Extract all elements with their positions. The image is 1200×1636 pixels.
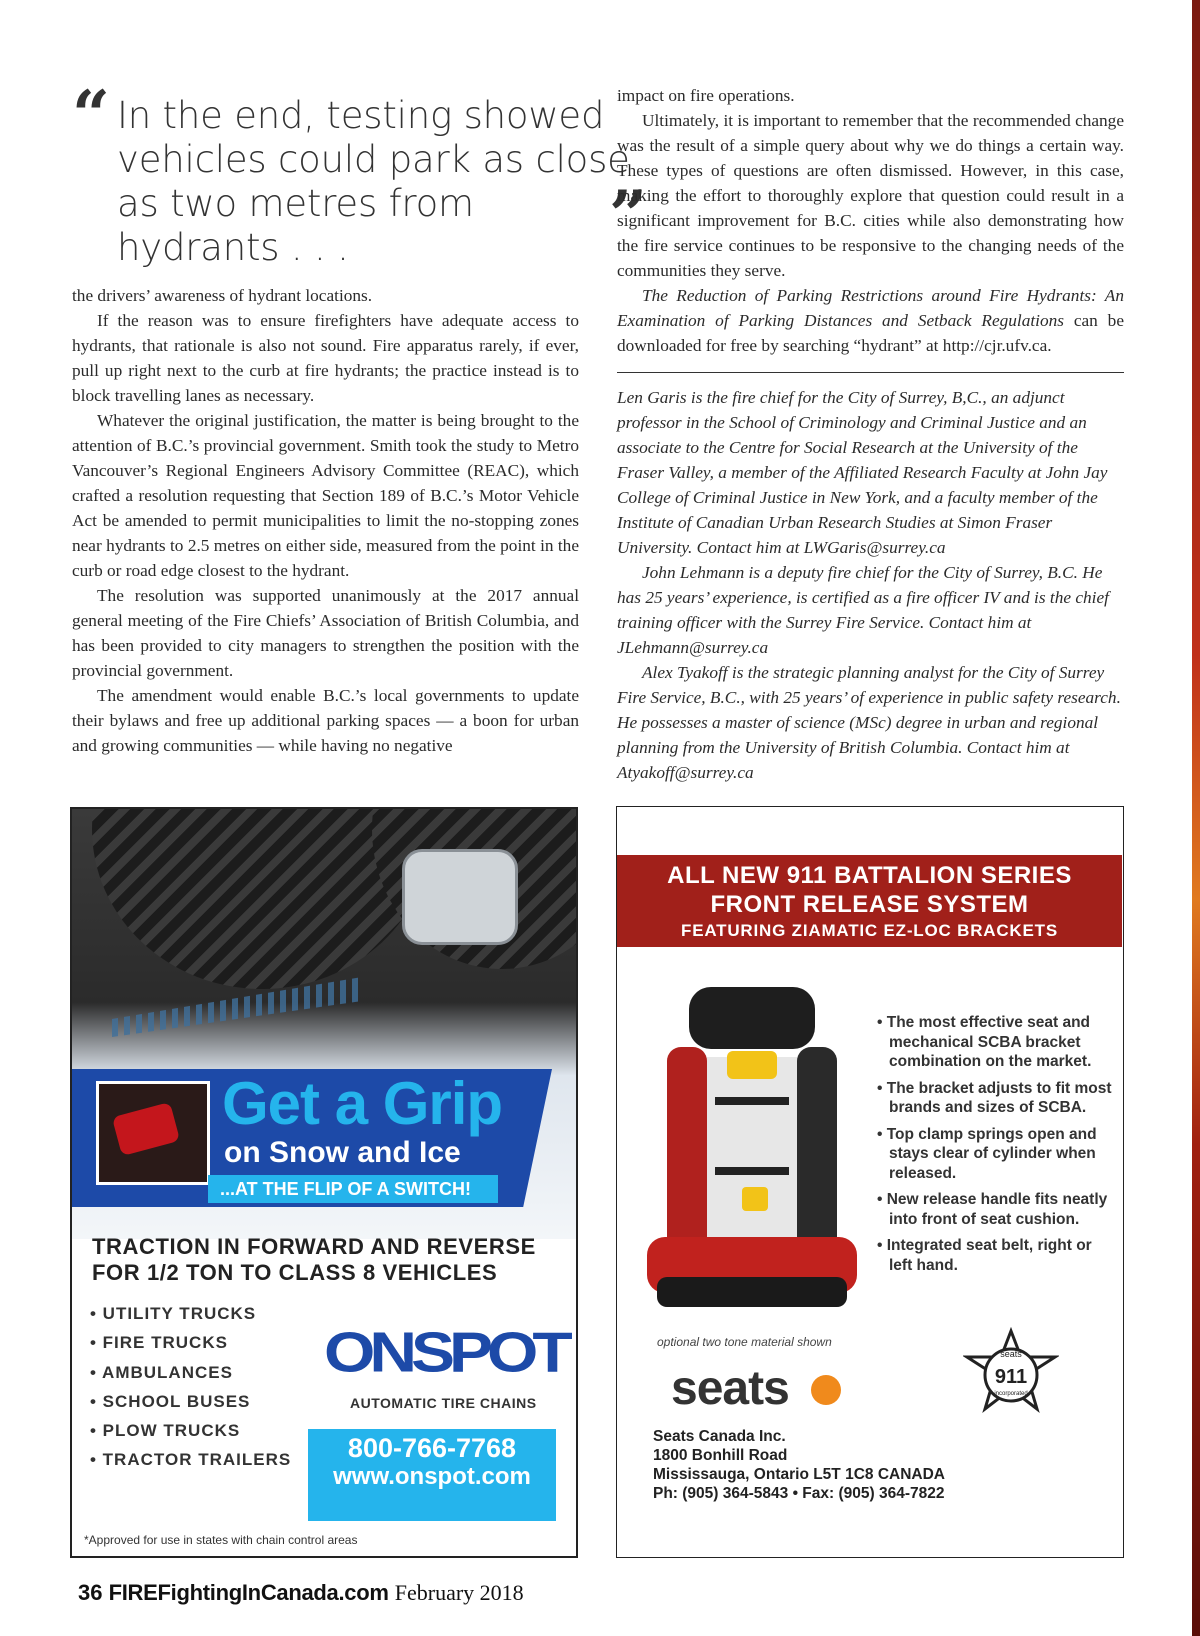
article-column-right bbox=[617, 83, 1124, 358]
seats-logo-arrow-icon bbox=[811, 1375, 841, 1405]
traction-line: TRACTION IN FORWARD AND REVERSE bbox=[92, 1234, 536, 1259]
list-item: • Top clamp springs open and stays clear of cylinder when released. bbox=[877, 1125, 1097, 1182]
onspot-phone[interactable]: 800-766-7768 bbox=[347, 1433, 517, 1463]
close-quote-mark: ” bbox=[609, 176, 647, 254]
pull-quote bbox=[72, 76, 647, 269]
article-paragraph: the drivers’ awareness of hydrant locations. bbox=[72, 286, 373, 305]
scba-seat-image bbox=[647, 977, 857, 1317]
seats-headline: FRONT RELEASE SYSTEM bbox=[710, 891, 1029, 918]
onspot-tagline: AUTOMATIC TIRE CHAINS bbox=[350, 1395, 537, 1411]
seats-address bbox=[653, 1427, 945, 1503]
article-paragraph: The resolution was supported unanimously at the 2017 annual general meeting of the Fire Chiefs’ Association of British Columbia, and has been provided to city managers to strengthen the position with the provincial government. bbox=[72, 586, 579, 680]
badge-number-text: 911 bbox=[994, 1366, 1028, 1388]
list-item: • The bracket adjusts to fit most brands and sizes of SCBA. bbox=[877, 1079, 1112, 1116]
report-download-note: can be downloaded for free by searching “hydrant” at http://cjr.ufv.ca. bbox=[617, 311, 1124, 355]
list-item: • FIRE TRUCKS bbox=[90, 1333, 228, 1353]
badge-top-text: seats bbox=[1000, 1349, 1022, 1359]
address-line: Ph: (905) 364-5843 • Fax: (905) 364-7822 bbox=[653, 1485, 945, 1502]
article-paragraph: The amendment would enable B.C.’s local governments to update their bylaws and free up additional parking spaces — a boon for urban and growing communities — while having no negative bbox=[72, 686, 579, 755]
onspot-headline: Get a Grip bbox=[222, 1070, 503, 1137]
address-line: Seats Canada Inc. bbox=[653, 1428, 786, 1445]
report-reference bbox=[617, 283, 1124, 358]
list-item: • Integrated seat belt, right or left hand. bbox=[877, 1237, 1092, 1274]
onspot-flip-tag: ...AT THE FLIP OF A SWITCH! bbox=[208, 1175, 498, 1203]
article-column-left bbox=[72, 283, 579, 758]
onspot-disclaimer: *Approved for use in states with chain control areas bbox=[84, 1533, 358, 1547]
author-bio: Alex Tyakoff is the strategic planning analyst for the City of Surrey Fire Service, B.C., with 25 years’ of experience in public safety research. He possesses a master of science (MSc) degree in urban and regional planning from the University of British Columbia. Contact him at Atyakoff@surrey.ca bbox=[617, 663, 1121, 782]
address-line: Mississauga, Ontario L5T 1C8 CANADA bbox=[653, 1466, 945, 1483]
onspot-subhead: on Snow and Ice bbox=[224, 1136, 461, 1169]
page-edge-strip bbox=[1192, 0, 1200, 1636]
pull-quote-text: In the end, testing showed vehicles could park as close as two metres from hydrants . . . bbox=[117, 94, 630, 269]
seats-headline: ALL NEW 911 BATTALION SERIES bbox=[667, 862, 1072, 889]
badge-bottom-text: incorporated bbox=[994, 1391, 1028, 1397]
onspot-url-link[interactable]: www.onspot.com bbox=[333, 1463, 531, 1490]
page-footer bbox=[78, 1580, 524, 1606]
chain-hub-graphic bbox=[402, 849, 518, 945]
traction-line: FOR 1/2 TON TO CLASS 8 VEHICLES bbox=[92, 1260, 498, 1285]
article-paragraph: Ultimately, it is important to remember that the recommended change was the result of a simple query about why we do things a certain way. These types of questions are often dismissed. However, in this case, making the effort to thoroughly explore that question could result in a significant improvement for B.C. cities while also demonstrating how the fire service continues to be responsive to the changing needs of the communities they serve. bbox=[617, 111, 1124, 280]
seats-logo: seats bbox=[671, 1362, 789, 1415]
list-item: • AMBULANCES bbox=[90, 1362, 233, 1382]
list-item: • PLOW TRUCKS bbox=[90, 1421, 241, 1441]
report-title: The Reduction of Parking Restrictions around Fire Hydrants: An Examination of Parking Distances and Setback Regulations bbox=[617, 286, 1124, 330]
issue-date: February 2018 bbox=[394, 1580, 524, 1605]
article-paragraph: Whatever the original justification, the matter is being brought to the attention of B.C.’s provincial government. Smith took the study to Metro Vancouver’s Regional Engineers Advisory Committee (REAC), which crafted a resolution requesting that Section 189 of B.C.’s Motor Vehicle Act be amended to permit municipalities to limit the no-stopping zones near hydrants to 2.5 metres on either side, measured from the point in the curb or road edge closest to the hydrant. bbox=[72, 411, 579, 580]
seats-911-badge-icon bbox=[963, 1327, 1059, 1423]
open-quote-mark: “ bbox=[72, 76, 110, 154]
material-note: optional two tone material shown bbox=[657, 1335, 832, 1349]
seats-subhead: FEATURING ZIAMATIC EZ-LOC BRACKETS bbox=[681, 921, 1058, 940]
author-bios bbox=[617, 385, 1124, 785]
onspot-logo: ONSPOT bbox=[324, 1320, 567, 1384]
list-item: • New release handle fits neatly into front of seat cushion. bbox=[877, 1191, 1108, 1228]
author-bio: John Lehmann is a deputy fire chief for the City of Surrey, B.C. He has 25 years’ experience, is certified as a fire officer IV and is the chief training officer with the Surrey Fire Service. Contact him at JLehmann@surrey.ca bbox=[617, 563, 1109, 657]
list-item: • TRACTOR TRAILERS bbox=[90, 1450, 292, 1470]
list-item: • SCHOOL BUSES bbox=[90, 1391, 251, 1411]
author-bio: Len Garis is the fire chief for the City of Surrey, B,C., an adjunct professor in the School of Criminology and Criminal Justice and an associate to the Centre for Social Research at the University of the Fraser Valley, a member of the Affiliated Research Faculty at John Jay College of Criminal Justice in New York, and a faculty member of the Institute of Canadian Urban Research Studies at Simon Fraser University. Contact him at LWGaris@surrey.ca bbox=[617, 388, 1108, 557]
vehicle-list bbox=[90, 1299, 291, 1475]
list-item: • UTILITY TRUCKS bbox=[90, 1304, 257, 1323]
article-paragraph: impact on fire operations. bbox=[617, 86, 795, 105]
seats-advertisement[interactable] bbox=[616, 806, 1124, 1558]
footer-site-link[interactable]: FIREFightingInCanada.com bbox=[108, 1580, 389, 1605]
traction-heading bbox=[92, 1234, 552, 1286]
bio-divider bbox=[617, 372, 1124, 373]
article-paragraph: If the reason was to ensure firefighters have adequate access to hydrants, that rationale is also not sound. Fire apparatus rarely, if ever, pull up right next to the curb at fire hydrants; the practice instead is to block travelling lanes as necessary. bbox=[72, 311, 579, 405]
page-number: 36 bbox=[78, 1580, 103, 1605]
list-item: • The most effective seat and mechanical SCBA bracket combination on the market. bbox=[877, 1014, 1092, 1070]
address-line: 1800 Bonhill Road bbox=[653, 1447, 788, 1464]
onspot-advertisement[interactable] bbox=[70, 807, 578, 1558]
seats-feature-list bbox=[873, 1013, 1113, 1282]
